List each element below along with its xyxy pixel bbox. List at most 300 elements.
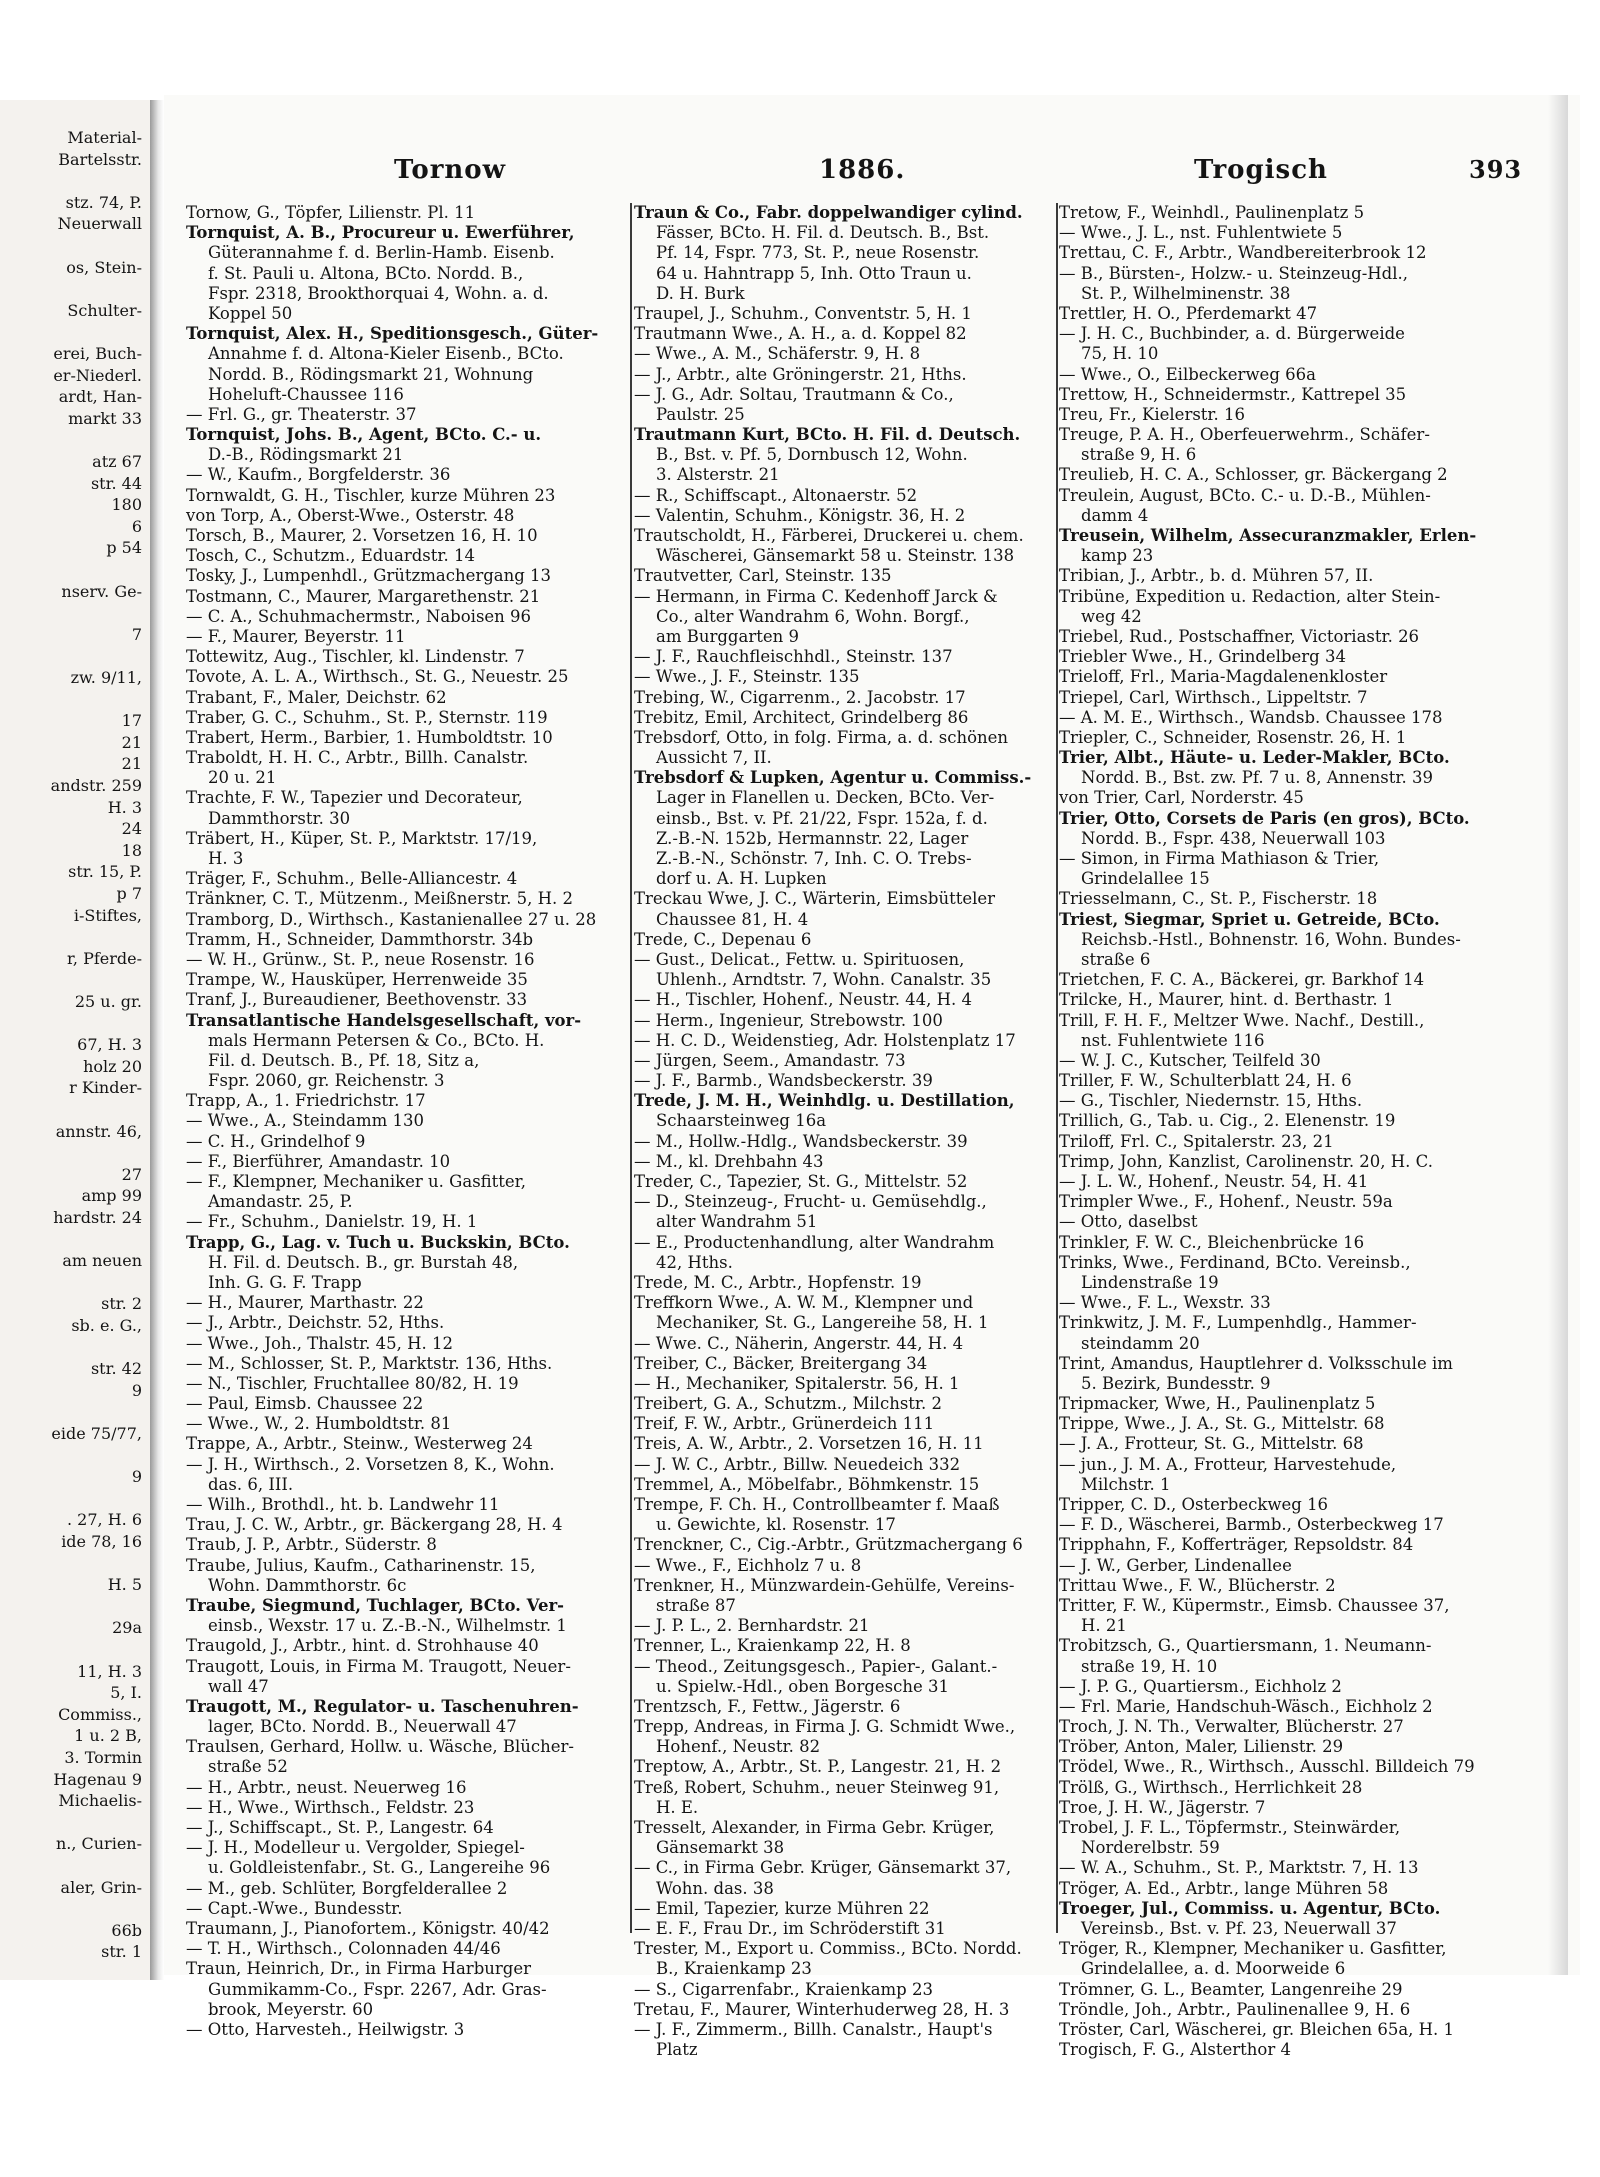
directory-entry: — H., Wwe., Wirthsch., Feldstr. 23 xyxy=(186,1797,475,1817)
previous-page-fragment: er-Niederl. xyxy=(53,365,142,385)
directory-entry: Treusein, Wilhelm, Assecuranzmakler, Erlen- xyxy=(1059,526,1477,545)
directory-entry: Triloff, Frl. C., Spitalerstr. 23, 21 xyxy=(1059,1131,1334,1151)
directory-entry: Trebsdorf & Lupken, Agentur u. Commiss.- xyxy=(634,768,1032,788)
directory-entry: Traub, J. P., Arbtr., Süderstr. 8 xyxy=(186,1535,437,1555)
directory-entry: Trebsdorf, Otto, in folg. Firma, a. d. schönen xyxy=(634,727,1009,747)
directory-entry: Trampe, W., Hausküper, Herrenweide 35 xyxy=(186,970,528,990)
directory-entry: Traube, Julius, Kaufm., Catharinenstr. 15, xyxy=(186,1555,536,1575)
entry-continuation: Grindelallee 15 xyxy=(1081,869,1210,889)
directory-entry: — Simon, in Firma Mathiason & Trier, xyxy=(1059,849,1380,868)
directory-entry: — J. F., Zimmerm., Billh. Canalstr., Haupt's xyxy=(634,2019,993,2039)
directory-entry: Tornwaldt, G. H., Tischler, kurze Mühren 23 xyxy=(186,485,556,505)
entry-continuation: Milchstr. 1 xyxy=(1081,1474,1171,1494)
column-rule xyxy=(630,203,632,1933)
previous-page-fragment: Schulter- xyxy=(67,300,142,320)
previous-page-fragment: str. 44 xyxy=(90,473,142,493)
entry-continuation: Fspr. 2318, Brookthorquai 4, Wohn. a. d. xyxy=(208,283,549,303)
entry-continuation: Grindelallee, a. d. Moorweide 6 xyxy=(1081,1959,1346,1979)
directory-entry: — Paul, Eimsb. Chaussee 22 xyxy=(186,1394,424,1414)
directory-entry: Tröndle, Joh., Arbtr., Paulinenallee 9, H. 6 xyxy=(1059,1999,1411,2019)
directory-entry: Traugold, J., Arbtr., hint. d. Strohhause 40 xyxy=(186,1636,539,1656)
entry-continuation: Pf. 14, Fspr. 773, St. P., neue Rosenstr. xyxy=(656,243,980,263)
directory-entry: Triebel, Rud., Postschaffner, Victoriastr. 26 xyxy=(1059,626,1420,646)
directory-entry: — B., Bürsten-, Holzw.- u. Steinzeug-Hdl., xyxy=(1059,263,1408,283)
directory-entry: Traugott, M., Regulator- u. Taschenuhren- xyxy=(186,1696,579,1716)
previous-page-fragment: Bartelsstr. xyxy=(58,149,142,169)
header-left-catchword: Tornow xyxy=(394,155,507,185)
directory-entry: Trettow, H., Schneidermstr., Kattrepel 35 xyxy=(1059,384,1407,404)
entry-continuation: Schaarsteinweg 16a xyxy=(656,1111,827,1131)
directory-entry: Trimpler Wwe., F., Hohenf., Neustr. 59a xyxy=(1059,1192,1393,1212)
previous-page-fragment: os, Stein- xyxy=(66,257,142,277)
header-right-catchword: Trogisch xyxy=(1194,155,1328,185)
entry-continuation: Nordd. B., Fspr. 438, Neuerwall 103 xyxy=(1081,828,1386,848)
directory-entry: — E. F., Frau Dr., im Schröderstift 31 xyxy=(634,1918,946,1938)
directory-entry: Träbert, H., Küper, St. P., Marktstr. 17/19, xyxy=(186,828,538,848)
directory-entry: Troe, J. H. W., Jägerstr. 7 xyxy=(1059,1797,1266,1817)
entry-continuation: Mechaniker, St. G., Langereihe 58, H. 1 xyxy=(656,1313,989,1333)
directory-entry: Tornow, G., Töpfer, Lilienstr. Pl. 11 xyxy=(186,203,476,222)
directory-entry: Tritter, F. W., Küpermstr., Eimsb. Chaussee 37, xyxy=(1059,1595,1450,1615)
previous-page-fragment: Material- xyxy=(67,128,142,147)
entry-continuation: 64 u. Hahntrapp 5, Inh. Otto Traun u. xyxy=(656,263,972,283)
book-gutter xyxy=(150,100,164,1980)
directory-entry: — F., Klempner, Mechaniker u. Gasfitter, xyxy=(186,1172,527,1191)
directory-entry: Treiber, C., Bäcker, Breitergang 34 xyxy=(634,1353,928,1373)
directory-entry: Tribian, J., Arbtr., b. d. Mühren 57, II. xyxy=(1059,566,1374,586)
entry-continuation: wall 47 xyxy=(208,1676,269,1696)
directory-entry: — J., Schiffscapt., St. P., Langestr. 64 xyxy=(186,1818,494,1837)
previous-page-fragment: 24 xyxy=(121,819,142,839)
directory-entry: Tornquist, A. B., Procureur u. Ewerführer, xyxy=(186,223,575,243)
directory-entry: — J. H. C., Buchbinder, a. d. Bürgerweide xyxy=(1059,324,1405,344)
previous-page-fragment: am neuen xyxy=(62,1251,142,1271)
entry-continuation: Gänsemarkt 38 xyxy=(656,1838,785,1858)
directory-entry: Tränkner, C. T., Mützenm., Meißnerstr. 5, H. 2 xyxy=(186,889,574,909)
directory-entry: Trenkner, H., Münzwardein-Gehülfe, Vereins- xyxy=(634,1575,1015,1595)
directory-entry: — J. F., Barmb., Wandsbeckerstr. 39 xyxy=(634,1071,933,1091)
directory-entry: — Fr., Schuhm., Danielstr. 19, H. 1 xyxy=(186,1212,478,1232)
directory-entry: Traube, Siegmund, Tuchlager, BCto. Ver- xyxy=(186,1595,564,1615)
directory-entry: Tramm, H., Schneider, Dammthorstr. 34b xyxy=(186,929,534,949)
directory-entry: Traugott, Louis, in Firma M. Traugott, Neuer- xyxy=(186,1656,571,1676)
directory-entry: Trittau Wwe., F. W., Blücherstr. 2 xyxy=(1059,1575,1336,1595)
previous-page-fragment: nserv. Ge- xyxy=(61,581,142,601)
directory-entry: Trenner, L., Kraienkamp 22, H. 8 xyxy=(634,1636,911,1656)
previous-page-fragment: 3. Tormin xyxy=(64,1748,142,1767)
directory-entry: Traulsen, Gerhard, Hollw. u. Wäsche, Blücher- xyxy=(186,1737,574,1757)
entry-continuation: Koppel 50 xyxy=(208,303,293,323)
entry-continuation: Aussicht 7, II. xyxy=(656,748,772,768)
entry-continuation: D. H. Burk xyxy=(656,283,745,303)
entry-continuation: St. P., Wilhelminenstr. 38 xyxy=(1081,283,1291,303)
entry-continuation: Wäscherei, Gänsemarkt 58 u. Steinstr. 138 xyxy=(656,546,1015,566)
directory-entry: Treß, Robert, Schuhm., neuer Steinweg 91, xyxy=(634,1777,1000,1797)
previous-page-fragment: 67, H. 3 xyxy=(77,1035,142,1055)
entry-continuation: Platz xyxy=(656,2040,698,2060)
directory-entry: — Wwe., Joh., Thalstr. 45, H. 12 xyxy=(186,1333,454,1353)
column-rule xyxy=(1056,203,1058,1933)
directory-entry: Trede, M. C., Arbtr., Hopfenstr. 19 xyxy=(634,1272,922,1292)
entry-continuation: Z.-B.-N. 152b, Hermannstr. 22, Lager xyxy=(656,828,969,848)
directory-entry: Troeger, Jul., Commiss. u. Agentur, BCto. xyxy=(1059,1898,1441,1918)
page-header xyxy=(164,155,1580,199)
entry-continuation: straße 52 xyxy=(208,1757,288,1777)
previous-page-fragment: p 54 xyxy=(106,538,142,558)
directory-entry: Treibert, G. A., Schutzm., Milchstr. 2 xyxy=(634,1394,942,1414)
directory-entry: — Emil, Tapezier, kurze Mühren 22 xyxy=(634,1898,930,1918)
previous-page-fragment: zw. 9/11, xyxy=(70,668,142,687)
directory-entry: Trautvetter, Carl, Steinstr. 135 xyxy=(634,566,892,586)
entry-continuation: Uhlenh., Arndtstr. 7, Wohn. Canalstr. 35 xyxy=(656,970,992,990)
previous-page-fragment: aler, Grin- xyxy=(60,1877,142,1897)
directory-entry: Tornquist, Alex. H., Speditionsgesch., Güter- xyxy=(186,324,599,344)
directory-entry: Trill, F. H. F., Meltzer Wwe. Nachf., Destill., xyxy=(1059,1010,1425,1030)
directory-entry: — M., Hollw.-Hdlg., Wandsbeckerstr. 39 xyxy=(634,1131,968,1151)
previous-page-fragment: 27 xyxy=(121,1164,142,1184)
previous-page-fragment: n., Curien- xyxy=(55,1834,142,1854)
previous-page-fragment: atz 67 xyxy=(92,452,142,471)
directory-entry: Trinkler, F. W. C., Bleichenbrücke 16 xyxy=(1059,1232,1365,1252)
entry-continuation: H. 3 xyxy=(208,849,244,868)
previous-page-fragment: 9 xyxy=(131,1380,142,1400)
directory-entry: — A. M. E., Wirthsch., Wandsb. Chaussee 178 xyxy=(1059,707,1443,727)
directory-entry: Traun, Heinrich, Dr., in Firma Harburger xyxy=(186,1959,531,1979)
directory-entry: Trempe, F. Ch. H., Controllbeamter f. Maaß xyxy=(634,1495,1000,1514)
entry-continuation: lager, BCto. Nordd. B., Neuerwall 47 xyxy=(208,1717,517,1737)
entry-continuation: H. E. xyxy=(656,1797,699,1817)
entry-continuation: u. Goldleistenfabr., St. G., Langereihe 96 xyxy=(208,1858,551,1878)
directory-entry: Trint, Amandus, Hauptlehrer d. Volksschule im xyxy=(1059,1353,1453,1373)
directory-entry: — S., Cigarrenfabr., Kraienkamp 23 xyxy=(634,1979,933,1999)
directory-entry: Trödel, Wwe., R., Wirthsch., Ausschl. Billdeich 79 xyxy=(1059,1757,1475,1777)
entry-continuation: Güterannahme f. d. Berlin-Hamb. Eisenb. xyxy=(208,243,555,263)
directory-entry: Trentzsch, F., Fettw., Jägerstr. 6 xyxy=(634,1696,901,1716)
directory-entry: Tremmel, A., Möbelfabr., Böhmkenstr. 15 xyxy=(634,1474,980,1494)
entry-continuation: Lindenstraße 19 xyxy=(1081,1272,1219,1292)
entry-continuation: einsb., Bst. v. Pf. 21/22, Fspr. 152a, f. d. xyxy=(656,808,988,828)
entry-continuation: Vereinsb., Bst. v. Pf. 23, Neuerwall 37 xyxy=(1081,1918,1397,1938)
entry-continuation: kamp 23 xyxy=(1081,546,1154,566)
directory-entry: — J. G., Adr. Soltau, Trautmann & Co., xyxy=(634,384,954,404)
column-2 xyxy=(634,203,1064,2060)
directory-entry: — J. P. G., Quartiersm., Eichholz 2 xyxy=(1059,1676,1342,1696)
directory-entry: — N., Tischler, Fruchtallee 80/82, H. 19 xyxy=(186,1373,519,1393)
directory-entry: Trede, J. M. H., Weinhdlg. u. Destillation, xyxy=(634,1091,1015,1111)
directory-entry: Trier, Otto, Corsets de Paris (en gros), BCto. xyxy=(1059,808,1470,828)
directory-entry: Tostmann, C., Maurer, Margarethenstr. 21 xyxy=(186,586,541,606)
previous-page-fragment: str. 15, P. xyxy=(68,862,142,882)
directory-entry: — Wwe. C., Näherin, Angerstr. 44, H. 4 xyxy=(634,1333,964,1353)
entry-continuation: mals Hermann Petersen & Co., BCto. H. xyxy=(208,1030,545,1050)
entry-continuation: Wohn. Dammthorstr. 6c xyxy=(208,1575,407,1595)
directory-entry: Transatlantische Handelsgesellschaft, vor- xyxy=(186,1010,582,1030)
directory-entry: Trogisch, F. G., Alsterthor 4 xyxy=(1059,2040,1291,2060)
directory-entry: — H. C. D., Weidenstieg, Adr. Holstenplatz 17 xyxy=(634,1030,1016,1050)
directory-entry: Trölß, G., Wirthsch., Herrlichkeit 28 xyxy=(1059,1777,1363,1797)
directory-entry: Treis, A. W., Arbtr., 2. Vorsetzen 16, H. 11 xyxy=(634,1434,984,1454)
directory-entry: Traber, G. C., Schuhm., St. P., Sternstr. 119 xyxy=(186,707,548,727)
directory-entry: — J. H., Wirthsch., 2. Vorsetzen 8, K., Wohn. xyxy=(186,1454,555,1474)
previous-page-fragment: hardstr. 24 xyxy=(53,1208,142,1227)
entry-continuation: 20 u. 21 xyxy=(208,768,277,788)
directory-entry: Triepel, Carl, Wirthsch., Lippeltstr. 7 xyxy=(1059,687,1368,707)
previous-page-edge xyxy=(0,100,150,1980)
directory-entry: — E., Productenhandlung, alter Wandrahm xyxy=(634,1232,995,1252)
directory-entry: — Wwe., O., Eilbeckerweg 66a xyxy=(1059,364,1316,384)
previous-page-fragment: stz. 74, P. xyxy=(65,192,142,212)
directory-entry: — W., Kaufm., Borgfelderstr. 36 xyxy=(186,465,451,485)
directory-entry: Trapp, A., 1. Friedrichstr. 17 xyxy=(186,1091,426,1111)
previous-page-fragment: andstr. 259 xyxy=(50,776,142,795)
directory-entry: — Wwe., J. F., Steinstr. 135 xyxy=(634,667,860,687)
directory-entry: Trenckner, C., Cig.-Arbtr., Grützmachergang 6 xyxy=(634,1535,1023,1555)
entry-continuation: Hohenf., Neustr. 82 xyxy=(656,1737,821,1757)
page-number: 393 xyxy=(1469,155,1523,184)
directory-entry: Tröster, Carl, Wäscherei, gr. Bleichen 65a, H. 1 xyxy=(1059,2019,1455,2039)
directory-entry: Treulein, August, BCto. C.- u. D.-B., Mühlen- xyxy=(1059,485,1431,505)
directory-entry: — F., Maurer, Beyerstr. 11 xyxy=(186,626,406,646)
directory-entry: Trippe, Wwe., J. A., St. G., Mittelstr. 68 xyxy=(1059,1414,1385,1434)
directory-entry: Tretow, F., Weinhdl., Paulinenplatz 5 xyxy=(1059,203,1365,222)
entry-continuation: Norderelbstr. 59 xyxy=(1081,1838,1220,1858)
directory-entry: Treckau Wwe, J. C., Wärterin, Eimsbütteler xyxy=(634,889,996,909)
entry-continuation: H. 21 xyxy=(1081,1616,1127,1636)
directory-entry: Triesselmann, C., St. P., Fischerstr. 18 xyxy=(1059,889,1378,909)
directory-entry: — Hermann, in Firma C. Kedenhoff Jarck & xyxy=(634,586,998,606)
entry-continuation: Lager in Flanellen u. Decken, BCto. Ver- xyxy=(656,788,995,808)
directory-entry: Tovote, A. L. A., Wirthsch., St. G., Neuestr. 25 xyxy=(186,667,569,687)
directory-entry: Tornquist, Johs. B., Agent, BCto. C.- u. xyxy=(186,425,542,445)
directory-entry: — H., Mechaniker, Spitalerstr. 56, H. 1 xyxy=(634,1373,960,1393)
entry-continuation: das. 6, III. xyxy=(208,1474,294,1494)
directory-entry: — W. J. C., Kutscher, Teilfeld 30 xyxy=(1059,1050,1321,1070)
entry-continuation: Inh. G. G. F. Trapp xyxy=(208,1272,362,1292)
directory-entry: — Herm., Ingenieur, Strebowstr. 100 xyxy=(634,1010,943,1030)
column-3 xyxy=(1059,203,1539,2060)
entry-continuation: am Burggarten 9 xyxy=(656,626,799,646)
directory-entry: Treulieb, H. C. A., Schlosser, gr. Bäckergang 2 xyxy=(1059,465,1448,485)
previous-page-fragment: ardt, Han- xyxy=(58,387,142,407)
previous-page-fragment: H. 5 xyxy=(107,1575,142,1595)
entry-continuation: alter Wandrahm 51 xyxy=(656,1212,818,1232)
previous-page-fragment: 7 xyxy=(131,624,142,644)
entry-continuation: straße 9, H. 6 xyxy=(1081,445,1197,465)
previous-page-fragment: Michaelis- xyxy=(58,1791,142,1811)
entry-continuation: 5. Bezirk, Bundesstr. 9 xyxy=(1081,1373,1271,1393)
directory-entry: Traupel, J., Schuhm., Conventstr. 5, H. 1 xyxy=(634,303,972,323)
directory-entry: Trappe, A., Arbtr., Steinw., Westerweg 24 xyxy=(186,1434,533,1454)
directory-entry: — D., Steinzeug-, Frucht- u. Gemüsehdlg., xyxy=(634,1192,987,1212)
directory-entry: Trautmann Wwe., A. H., a. d. Koppel 82 xyxy=(634,324,967,344)
previous-page-fragment: holz 20 xyxy=(83,1056,142,1076)
entry-continuation: Hoheluft-Chaussee 116 xyxy=(208,384,404,404)
directory-entry: — R., Schiffscapt., Altonaerstr. 52 xyxy=(634,485,918,505)
directory-entry: — F., Bierführer, Amandastr. 10 xyxy=(186,1151,451,1171)
entry-continuation: Nordd. B., Rödingsmarkt 21, Wohnung xyxy=(208,364,534,384)
previous-page-fragment: r, Pferde- xyxy=(67,948,142,968)
directory-entry: — J. P. L., 2. Bernhardstr. 21 xyxy=(634,1616,870,1636)
directory-entry: — W. H., Grünw., St. P., neue Rosenstr. 16 xyxy=(186,949,535,969)
directory-entry: — T. H., Wirthsch., Colonnaden 44/46 xyxy=(186,1939,501,1959)
directory-entry: Treu, Fr., Kielerstr. 16 xyxy=(1059,404,1245,424)
directory-entry: Trepp, Andreas, in Firma J. G. Schmidt Wwe., xyxy=(634,1717,1016,1737)
previous-page-fragment: erei, Buch- xyxy=(53,344,142,363)
directory-entry: Trinks, Wwe., Ferdinand, BCto. Vereinsb., xyxy=(1059,1252,1411,1272)
directory-entry: Trautscholdt, H., Färberei, Druckerei u. chem. xyxy=(634,526,1024,545)
entry-continuation: B., Kraienkamp 23 xyxy=(656,1959,812,1979)
directory-entry: Trietchen, F. C. A., Bäckerei, gr. Barkhof 14 xyxy=(1059,970,1425,990)
directory-entry: — Jürgen, Seem., Amandastr. 73 xyxy=(634,1050,906,1070)
entry-continuation: Fil. d. Deutsch. B., Pf. 18, Sitz a, xyxy=(208,1050,480,1070)
previous-page-fragment: Hagenau 9 xyxy=(53,1769,142,1789)
entry-continuation: Fässer, BCto. H. Fil. d. Deutsch. B., Bst. xyxy=(656,223,990,243)
directory-entry: — J. F., Rauchfleischhdl., Steinstr. 137 xyxy=(634,647,953,667)
column-1 xyxy=(186,203,638,2039)
directory-entry: — H., Arbtr., neust. Neuerweg 16 xyxy=(186,1777,467,1797)
directory-entry: Tröger, R., Klempner, Mechaniker u. Gasfitter, xyxy=(1059,1939,1447,1959)
previous-page-fragment: str. 2 xyxy=(101,1294,142,1314)
directory-entry: Traun & Co., Fabr. doppelwandiger cylind. xyxy=(634,203,1023,222)
directory-entry: Trapp, G., Lag. v. Tuch u. Buckskin, BCto. xyxy=(186,1232,570,1252)
directory-entry: Trede, C., Depenau 6 xyxy=(634,929,812,949)
directory-entry: von Torp, A., Oberst-Wwe., Osterstr. 48 xyxy=(186,505,515,525)
previous-page-fragment: sb. e. G., xyxy=(71,1316,142,1335)
entry-continuation: 75, H. 10 xyxy=(1081,344,1159,364)
directory-entry: — Wwe., J. L., nst. Fuhlentwiete 5 xyxy=(1059,223,1343,243)
entry-continuation: dorf u. A. H. Lupken xyxy=(656,869,827,889)
directory-entry: Trabert, Herm., Barbier, 1. Humboldtstr. 10 xyxy=(186,727,553,747)
directory-entry: Treuge, P. A. H., Oberfeuerwehrm., Schäfer- xyxy=(1059,425,1430,445)
directory-entry: — Wwe., W., 2. Humboldtstr. 81 xyxy=(186,1414,452,1434)
directory-entry: Tosch, C., Schutzm., Eduardstr. 14 xyxy=(186,546,475,566)
directory-entry: Tribüne, Expedition u. Redaction, alter Stein- xyxy=(1059,586,1441,606)
entry-continuation: Dammthorstr. 30 xyxy=(208,808,351,828)
directory-entry: Triest, Siegmar, Spriet u. Getreide, BCto. xyxy=(1059,909,1440,929)
entry-continuation: einsb., Wexstr. 17 u. Z.-B.-N., Wilhelmstr. 1 xyxy=(208,1616,567,1636)
entry-continuation: Chaussee 81, H. 4 xyxy=(656,909,809,929)
directory-entry: Triebler Wwe., H., Grindelberg 34 xyxy=(1059,647,1346,667)
directory-entry: Träger, F., Schuhm., Belle-Alliancestr. 4 xyxy=(186,869,518,889)
previous-page-fragment: p 7 xyxy=(116,884,142,903)
directory-entry: Trautmann Kurt, BCto. H. Fil. d. Deutsch. xyxy=(634,425,1021,445)
previous-page-fragment: 21 xyxy=(121,754,142,774)
directory-entry: Trettau, C. F., Arbtr., Wandbereiterbrook 12 xyxy=(1059,243,1427,263)
directory-entry: Trömner, G. L., Beamter, Langenreihe 29 xyxy=(1059,1979,1403,1999)
previous-page-fragment: 9 xyxy=(131,1467,142,1487)
previous-page-fragment: i-Stiftes, xyxy=(73,905,142,925)
entry-continuation: straße 87 xyxy=(656,1595,736,1615)
directory-entry: Trabant, F., Maler, Deichstr. 62 xyxy=(186,687,447,707)
previous-page-fragment: 180 xyxy=(111,495,142,515)
previous-page-fragment: . 27, H. 6 xyxy=(66,1510,142,1530)
directory-entry: Tottewitz, Aug., Tischler, kl. Lindenstr. 7 xyxy=(186,647,525,667)
previous-page-fragment: 11, H. 3 xyxy=(77,1661,142,1681)
directory-entry: Trinkwitz, J. M. F., Lumpenhdlg., Hammer- xyxy=(1059,1313,1417,1333)
directory-entry: von Trier, Carl, Norderstr. 45 xyxy=(1059,788,1304,808)
directory-entry: Treif, F. W., Arbtr., Grünerdeich 111 xyxy=(634,1414,935,1434)
directory-entry: Trilcke, H., Maurer, hint. d. Berthastr. 1 xyxy=(1059,990,1394,1010)
entry-continuation: Amandastr. 25, P. xyxy=(208,1192,353,1212)
previous-page-fragment: annstr. 46, xyxy=(55,1121,142,1141)
directory-entry: — Otto, Harvesteh., Heilwigstr. 3 xyxy=(186,2019,465,2039)
entry-continuation: Gummikamm-Co., Fspr. 2267, Adr. Gras- xyxy=(208,1979,547,1999)
directory-entry: — Gust., Delicat., Fettw. u. Spirituosen, xyxy=(634,949,965,969)
directory-entry: — C. A., Schuhmachermstr., Naboisen 96 xyxy=(186,606,532,626)
header-year: 1886. xyxy=(819,155,906,185)
entry-continuation: Paulstr. 25 xyxy=(656,404,745,424)
directory-entry: — Theod., Zeitungsgesch., Papier-, Galant.- xyxy=(634,1656,998,1676)
directory-entry: — Wwe., A. M., Schäferstr. 9, H. 8 xyxy=(634,344,921,364)
directory-entry: — Otto, daselbst xyxy=(1059,1212,1198,1232)
entry-continuation: Fspr. 2060, gr. Reichenstr. 3 xyxy=(208,1071,445,1091)
directory-entry: Triller, F. W., Schulterblatt 24, H. 6 xyxy=(1059,1071,1352,1091)
previous-page-fragment: markt 33 xyxy=(68,408,142,428)
entry-continuation: B., Bst. v. Pf. 5, Dornbusch 12, Wohn. xyxy=(656,445,968,465)
entry-continuation: Z.-B.-N., Schönstr. 7, Inh. C. O. Trebs- xyxy=(656,849,972,868)
entry-continuation: 42, Hths. xyxy=(656,1252,733,1272)
entry-continuation: Reichsb.-Hstl., Bohnenstr. 16, Wohn. Bundes- xyxy=(1081,929,1461,949)
entry-continuation: nst. Fuhlentwiete 116 xyxy=(1081,1030,1265,1050)
directory-entry: Tretau, F., Maurer, Winterhuderweg 28, H. 3 xyxy=(634,1999,1010,2019)
directory-entry: — Capt.-Wwe., Bundesstr. xyxy=(186,1898,403,1918)
entry-continuation: damm 4 xyxy=(1081,505,1149,525)
directory-entry: — C., in Firma Gebr. Krüger, Gänsemarkt 37, xyxy=(634,1858,1012,1878)
previous-page-fragment: str. 42 xyxy=(90,1359,142,1379)
directory-entry: — H., Tischler, Hohenf., Neustr. 44, H. 4 xyxy=(634,990,973,1010)
previous-page-fragment: Neuerwall xyxy=(57,214,142,234)
entry-continuation: u. Gewichte, kl. Rosenstr. 17 xyxy=(656,1515,896,1535)
previous-page-fragment: Commiss., xyxy=(58,1704,142,1724)
directory-entry: Trimp, John, Kanzlist, Carolinenstr. 20, H. C. xyxy=(1059,1151,1433,1171)
previous-page-fragment: str. 1 xyxy=(101,1942,142,1962)
entry-continuation: Co., alter Wandrahm 6, Wohn. Borgf., xyxy=(656,606,970,626)
entry-continuation: weg 42 xyxy=(1081,606,1142,626)
entry-continuation: D.-B., Rödingsmarkt 21 xyxy=(208,445,404,465)
directory-entry: Tripphahn, F., Kofferträger, Repsoldstr. 84 xyxy=(1059,1535,1414,1555)
entry-continuation: f. St. Pauli u. Altona, BCto. Nordd. B., xyxy=(208,263,524,283)
directory-entry: Tröger, A. Ed., Arbtr., lange Mühren 58 xyxy=(1059,1878,1389,1898)
directory-entry: Trachte, F. W., Tapezier und Decorateur, xyxy=(186,788,523,808)
directory-entry: Troch, J. N. Th., Verwalter, Blücherstr. 27 xyxy=(1059,1717,1404,1737)
directory-entry: Tripper, C. D., Osterbeckweg 16 xyxy=(1059,1495,1329,1514)
directory-entry: — J. A., Frotteur, St. G., Mittelstr. 68 xyxy=(1059,1434,1364,1454)
directory-entry: — M., geb. Schlüter, Borgfelderallee 2 xyxy=(186,1878,508,1898)
directory-entry: Treptow, A., Arbtr., St. P., Langestr. 21, H. 2 xyxy=(634,1757,1002,1777)
previous-page-fragment: 25 u. gr. xyxy=(74,992,142,1011)
directory-entry: — Frl. Marie, Handschuh-Wäsch., Eichholz 2 xyxy=(1059,1696,1433,1716)
previous-page-fragment: 6 xyxy=(131,516,142,536)
entry-continuation: brook, Meyerstr. 60 xyxy=(208,1999,374,2019)
entry-continuation: straße 6 xyxy=(1081,949,1151,969)
directory-entry: Treffkorn Wwe., A. W. M., Klempner und xyxy=(634,1293,974,1313)
entry-continuation: Annahme f. d. Altona-Kieler Eisenb., BCto. xyxy=(208,344,564,364)
directory-entry: — F. D., Wäscherei, Barmb., Osterbeckweg 17 xyxy=(1059,1515,1444,1535)
entry-continuation: Wohn. das. 38 xyxy=(656,1878,774,1898)
directory-entry: — J., Arbtr., Deichstr. 52, Hths. xyxy=(186,1313,445,1333)
directory-entry: Trieloff, Frl., Maria-Magdalenenkloster xyxy=(1059,667,1388,687)
previous-page-fragment: 17 xyxy=(121,711,142,731)
directory-entry: Tresselt, Alexander, in Firma Gebr. Krüger, xyxy=(634,1818,995,1837)
entry-continuation: 3. Alsterstr. 21 xyxy=(656,465,780,485)
directory-entry: — G., Tischler, Niedernstr. 15, Hths. xyxy=(1059,1091,1363,1111)
directory-entry: Traboldt, H. H. C., Arbtr., Billh. Canalstr. xyxy=(186,748,529,768)
directory-entry: Trester, M., Export u. Commiss., BCto. Nordd. xyxy=(634,1939,1022,1959)
directory-entry: Trillich, G., Tab. u. Cig., 2. Elenenstr. 19 xyxy=(1059,1111,1396,1131)
previous-page-fragment: H. 3 xyxy=(107,797,142,817)
directory-entry: Tramborg, D., Wirthsch., Kastanienallee 27 u. 28 xyxy=(186,909,597,929)
directory-entry: — J. H., Modelleur u. Vergolder, Spiegel- xyxy=(186,1838,525,1858)
